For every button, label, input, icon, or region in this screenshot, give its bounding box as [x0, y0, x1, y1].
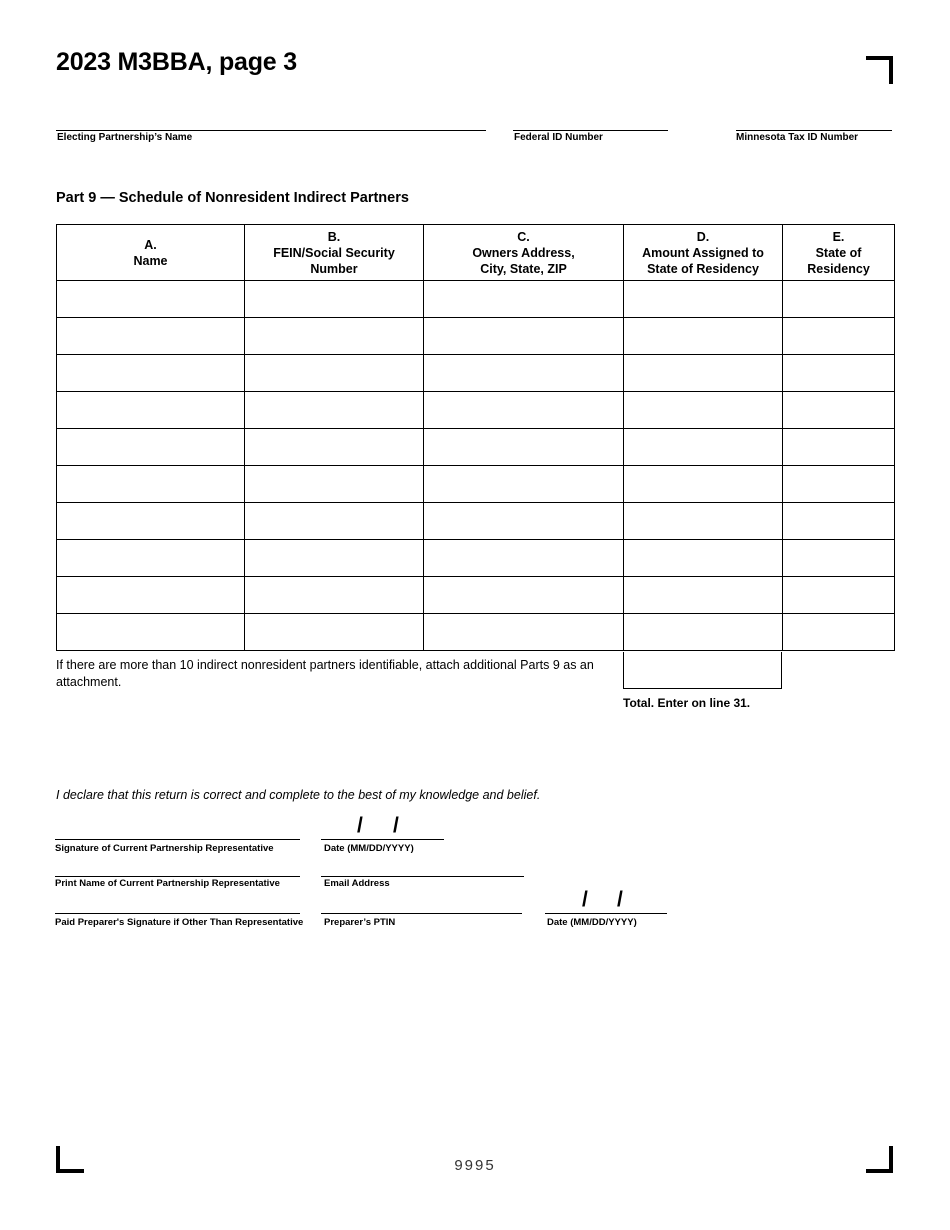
- partnership-name-field[interactable]: [56, 130, 486, 131]
- federal-id-label: Federal ID Number: [514, 132, 603, 143]
- cell-state[interactable]: [783, 503, 895, 540]
- table-row: [57, 577, 895, 614]
- mn-tax-id-label: Minnesota Tax ID Number: [736, 132, 859, 143]
- cell-state[interactable]: [783, 429, 895, 466]
- preparer-date-slash-1: /: [582, 888, 588, 911]
- total-amount-field[interactable]: [623, 652, 782, 689]
- cell-fein[interactable]: [245, 392, 424, 429]
- partnership-name-label: Electing Partnership’s Name: [57, 132, 193, 143]
- table-row: [57, 392, 895, 429]
- cell-state[interactable]: [783, 577, 895, 614]
- total-label: Total. Enter on line 31.: [623, 696, 751, 710]
- preparer-date-label: Date (MM/DD/YYYY): [547, 917, 637, 928]
- column-header-amount: D. Amount Assigned to State of Residency: [624, 225, 783, 281]
- cell-name[interactable]: [57, 392, 245, 429]
- cell-fein[interactable]: [245, 540, 424, 577]
- cell-state[interactable]: [783, 281, 895, 318]
- cell-fein[interactable]: [245, 577, 424, 614]
- date-slash-1: /: [357, 814, 363, 837]
- declaration-text: I declare that this return is correct and complete to the best of my knowledge and belief.: [56, 788, 541, 802]
- rep-date-label: Date (MM/DD/YYYY): [324, 843, 414, 854]
- federal-id-field[interactable]: [513, 130, 668, 131]
- cell-name[interactable]: [57, 429, 245, 466]
- cell-amount[interactable]: [624, 466, 783, 503]
- print-name-field[interactable]: [55, 876, 300, 877]
- cell-address[interactable]: [424, 281, 624, 318]
- cell-state[interactable]: [783, 540, 895, 577]
- cell-name[interactable]: [57, 540, 245, 577]
- cell-amount[interactable]: [624, 355, 783, 392]
- cell-address[interactable]: [424, 392, 624, 429]
- cell-amount[interactable]: [624, 503, 783, 540]
- table-row: [57, 318, 895, 355]
- schedule-table: [56, 224, 895, 651]
- ptin-label: Preparer’s PTIN: [324, 917, 396, 928]
- cell-fein[interactable]: [245, 466, 424, 503]
- cell-name[interactable]: [57, 355, 245, 392]
- cell-address[interactable]: [424, 503, 624, 540]
- preparer-date-slash-2: /: [617, 888, 623, 911]
- rep-date-field[interactable]: [321, 839, 444, 840]
- print-name-label: Print Name of Current Partnership Representative: [55, 878, 280, 889]
- table-row: [57, 614, 895, 651]
- column-header-name: A. Name: [57, 225, 245, 281]
- cell-fein[interactable]: [245, 429, 424, 466]
- cell-name[interactable]: [57, 503, 245, 540]
- cell-address[interactable]: [424, 429, 624, 466]
- cell-name[interactable]: [57, 318, 245, 355]
- cell-fein[interactable]: [245, 318, 424, 355]
- cell-address[interactable]: [424, 540, 624, 577]
- column-header-address: C. Owners Address, City, State, ZIP: [424, 225, 624, 281]
- table-row: [57, 503, 895, 540]
- email-label: Email Address: [324, 878, 390, 889]
- column-header-fein: B. FEIN/Social Security Number: [245, 225, 424, 281]
- preparer-date-field[interactable]: [545, 913, 667, 914]
- cell-amount[interactable]: [624, 614, 783, 651]
- cell-state[interactable]: [783, 466, 895, 503]
- ptin-field[interactable]: [321, 913, 522, 914]
- cell-address[interactable]: [424, 318, 624, 355]
- cell-state[interactable]: [783, 318, 895, 355]
- cell-address[interactable]: [424, 614, 624, 651]
- cell-fein[interactable]: [245, 355, 424, 392]
- cell-state[interactable]: [783, 355, 895, 392]
- cell-name[interactable]: [57, 281, 245, 318]
- email-field[interactable]: [321, 876, 524, 877]
- cell-state[interactable]: [783, 614, 895, 651]
- cell-name[interactable]: [57, 466, 245, 503]
- cell-fein[interactable]: [245, 281, 424, 318]
- cell-state[interactable]: [783, 392, 895, 429]
- preparer-signature-field[interactable]: [55, 913, 300, 914]
- part9-title: Part 9 — Schedule of Nonresident Indirect Partners: [56, 190, 409, 206]
- page-title: 2023 M3BBA, page 3: [56, 48, 297, 76]
- cell-address[interactable]: [424, 466, 624, 503]
- table-row: [57, 281, 895, 318]
- table-row: [57, 355, 895, 392]
- cell-amount[interactable]: [624, 392, 783, 429]
- cell-amount[interactable]: [624, 281, 783, 318]
- cell-address[interactable]: [424, 577, 624, 614]
- table-row: [57, 466, 895, 503]
- rep-signature-field[interactable]: [55, 839, 300, 840]
- page-code: 9995: [454, 1157, 496, 1174]
- mn-tax-id-field[interactable]: [736, 130, 892, 131]
- table-row: [57, 429, 895, 466]
- additional-partners-note: If there are more than 10 indirect nonresident partners identifiable, attach additional Parts 9 as an attachment.: [56, 658, 594, 689]
- cell-amount[interactable]: [624, 577, 783, 614]
- cell-fein[interactable]: [245, 614, 424, 651]
- rep-signature-label: Signature of Current Partnership Representative: [55, 843, 274, 854]
- cell-fein[interactable]: [245, 503, 424, 540]
- cell-amount[interactable]: [624, 429, 783, 466]
- column-header-state: E. State of Residency: [783, 225, 895, 281]
- cell-name[interactable]: [57, 577, 245, 614]
- preparer-signature-label: Paid Preparer's Signature if Other Than Representative: [55, 917, 304, 928]
- cell-amount[interactable]: [624, 318, 783, 355]
- cell-name[interactable]: [57, 614, 245, 651]
- table-row: [57, 540, 895, 577]
- date-slash-2: /: [393, 814, 399, 837]
- corner-mark-top-right-v: [889, 56, 893, 84]
- cell-amount[interactable]: [624, 540, 783, 577]
- cell-address[interactable]: [424, 355, 624, 392]
